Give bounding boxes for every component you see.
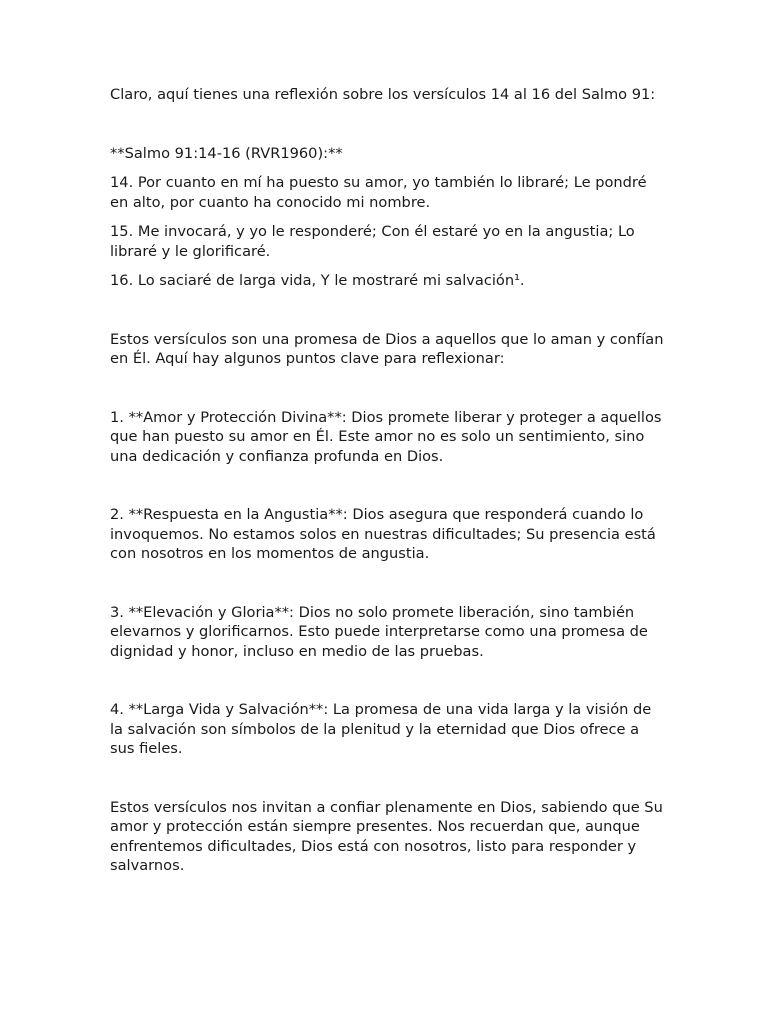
document-body	[110, 85, 666, 876]
point-2: 2. **Respuesta en la Angustia**: Dios asegura que responderá cuando lo invoquemos. No estamos solos en nuestras dificultades; Su presencia está con nosotros en los momentos de angustia.	[110, 506, 656, 562]
intro-paragraph: Claro, aquí tienes una reflexión sobre los versículos 14 al 16 del Salmo 91:	[110, 86, 656, 103]
verse-15: 15. Me invocará, y yo le responderé; Con él estaré yo en la angustia; Lo libraré y le glorificaré.	[110, 223, 635, 260]
point-4: 4. **Larga Vida y Salvación**: La promesa de una vida larga y la visión de la salvación son símbolos de la plenitud y la eternidad que Dios ofrece a sus fieles.	[110, 701, 652, 757]
conclusion-paragraph: Estos versículos nos invitan a confiar plenamente en Dios, sabiendo que Su amor y protección están siempre presentes. Nos recuerdan que, aunque enfrentemos dificultades, Dios está con nosotros, listo para responder y salvarnos.	[110, 798, 663, 874]
verse-16: 16. Lo saciaré de larga vida, Y le mostraré mi salvación¹.	[110, 272, 525, 289]
verse-14: 14. Por cuanto en mí ha puesto su amor, yo también lo libraré; Le pondré en alto, por cuanto ha conocido mi nombre.	[110, 174, 647, 211]
reflection-intro-paragraph: Estos versículos son una promesa de Dios a aquellos que lo aman y confían en Él. Aquí hay algunos puntos clave para reflexionar:	[110, 330, 664, 367]
point-3: 3. **Elevación y Gloria**: Dios no solo promete liberación, sino también elevarnos y glorificarnos. Esto puede interpretarse como una promesa de dignidad y honor, incluso en medio de las pruebas.	[110, 603, 648, 660]
psalm-heading: **Salmo 91:14-16 (RVR1960):**	[110, 144, 343, 162]
point-1: 1. **Amor y Protección Divina**: Dios promete liberar y proteger a aquellos que han puesto su amor en Él. Este amor no es solo un sentimiento, sino una dedicación y confianza profunda en Dios.	[110, 408, 662, 465]
